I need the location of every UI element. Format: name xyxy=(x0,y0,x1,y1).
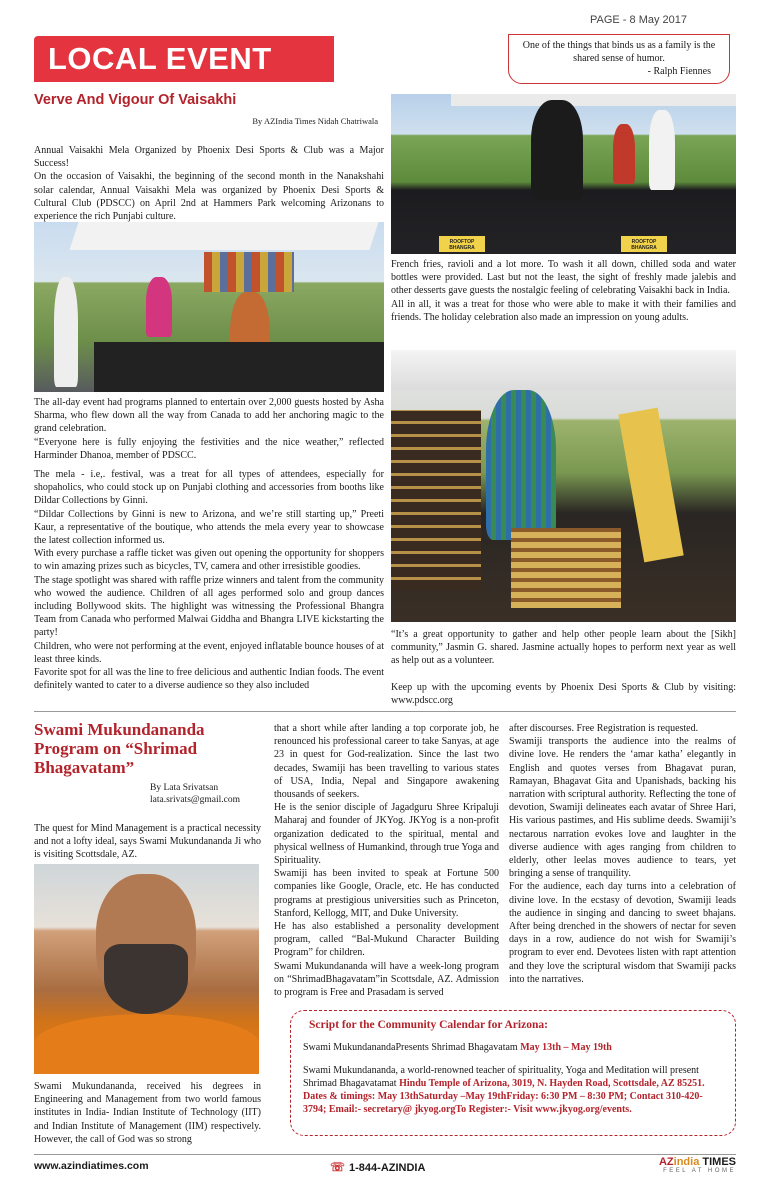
calendar-title: Script for the Community Calendar for Arizona: xyxy=(309,1019,548,1031)
paragraph: Swami Mukundananda, received his degrees in Engineering and Management from two world famous institutes in India- Indian Institute of Technology (IIT) and Indian Institute of Management (IIM) respectively. However, the call of God was so strong xyxy=(34,1081,261,1145)
photo-boutique-booth xyxy=(34,222,384,392)
person-figure xyxy=(531,100,583,200)
brand-india: india xyxy=(673,1156,700,1168)
paragraph: Swamiji has been invited to speak at Fortune 500 companies like Google, Oracle, etc. He has conducted programs at prestigious universities such as Princeton, Stanford, Kellogg, MIT, and Duke University. xyxy=(274,868,499,919)
calendar-details xyxy=(303,1064,723,1116)
paragraph: With every purchase a raffle ticket was given out opening the opportunity for shoppers to win amazing prizes such as bicycles, TV, camera and other irresistible goodies. xyxy=(34,548,384,573)
photo-bhangra-booth xyxy=(391,94,736,254)
article-column xyxy=(34,822,261,862)
paragraph: “Everyone here is fully enjoying the festivities and the nice weather,” reflected Harminder Dhanoa, member of PDSCC. xyxy=(34,436,384,461)
paragraph: Swamiji transports the audience into the realms of divine love. He renders the ‘amar katha’ elegantly in English and quotes verses from Bhagavat puran, Ramayan, Bhagavat Gita and Upanishads, backing his narration with scriptural authority. Reflecting the tone of devotion, Swamiji delineates each avatar of Shree Hari, His various pastimes, and His sublime deeds. Swamiji’s nectarous narration evokes love and laughter in the diverse audience with ages ranging from children to elderly, other leelas moves audience to tears, yet bringing a sense of tranquility. xyxy=(509,736,736,880)
portrait-robe xyxy=(34,1014,259,1074)
community-calendar-box xyxy=(290,1010,736,1136)
brand-az: AZ xyxy=(658,1156,674,1168)
paragraph: He is the senior disciple of Jagadguru Shree Kripaluji Maharaj and founder of JKYog. JKYog is a non-profit organization dedicated to the spiritual, mental and physical wellness of Humankind, through true Yoga and Spirituality. xyxy=(274,802,499,867)
paragraph: after discourses. Free Registration is requested. xyxy=(509,723,699,734)
brand-times: TIMES xyxy=(702,1156,736,1168)
dupatta-display xyxy=(618,408,683,563)
paragraph: that a short while after landing a top corporate job, he renounced his professional career to take Sanyas, at age 23 in quest for God-realization. Since the last two decades, Swamiji has been travelling to various states of USA, India, Nepal and Singapore awakening thousands of seekers. xyxy=(274,723,499,801)
paragraph: The all-day event had programs planned to entertain over 2,000 guests hosted by Asha Sharma, who flew down all the way from Canada to add her anchoring magic to the grand celebration. xyxy=(34,397,384,435)
article-column xyxy=(509,722,736,986)
page-label: PAGE - 8 May 2017 xyxy=(590,14,688,26)
byline-email: lata.srivats@gmail.com xyxy=(150,795,241,805)
phone-icon: ☏ xyxy=(330,1160,346,1174)
paragraph: Annual Vaisakhi Mela Organized by Phoenix Desi Sports & Club was a Major Success! xyxy=(34,145,384,170)
calendar-event-line xyxy=(303,1041,723,1054)
byline-name: By Lata Srivatsan xyxy=(150,783,219,793)
clothing-rack xyxy=(204,252,294,292)
section-banner: LOCAL EVENT xyxy=(34,36,334,82)
person-figure xyxy=(486,390,556,540)
article-column xyxy=(391,258,736,324)
person-figure xyxy=(54,277,78,387)
calendar-event-name: Swami MukundanandaPresents Shrimad Bhagavatam xyxy=(303,1042,521,1053)
paragraph: On the occasion of Vaisakhi, the beginning of the second month in the Nanakshahi solar calendar, Annual Vaisakhi Mela was organized by Phoenix Desi Sports & Cultural Club (PDSCC) on April 2nd at Hammers Park welcoming Arizonans to experience the rich Punjabi culture. xyxy=(34,171,384,223)
canopy-shape xyxy=(451,94,736,106)
section-divider xyxy=(34,711,736,712)
paragraph: Favorite spot for all was the line to free delicious and authentic Indian foods. The event definitely wanted to cater to a diverse audience so they also included xyxy=(34,667,384,692)
footer-phone xyxy=(330,1160,425,1174)
booth-sign: ROOFTOP BHANGRA xyxy=(621,236,667,252)
article-column xyxy=(34,1080,261,1146)
footer-divider xyxy=(34,1154,736,1155)
paragraph: Keep up with the upcoming events by Phoenix Desi Sports & Club by visiting: www.pdscc.org xyxy=(391,681,736,706)
article-byline xyxy=(150,782,265,806)
article-byline: By AZIndia Times Nidah Chatriwala xyxy=(252,116,378,126)
footer-website-link[interactable]: www.azindiatimes.com xyxy=(34,1160,149,1172)
page-footer xyxy=(34,1158,736,1178)
calendar-description: Swami Mukundananda, a world-renowned teacher of spirituality, Yoga and Meditation will present Shrimad Bhagavatamat xyxy=(303,1065,699,1089)
paragraph: For the audience, each day turns into a celebration of divine love. In the ecstasy of devotion, Swamiji leads the audience in singing and dancing to sweet bhajans. After being drenched in the showers of nectar for seven days in a row, audience do not wish for Swamiji’s program to ever end. Devotees listen with rapt attention and they love the scriptural wisdom that Swamiji packs into the narratives. xyxy=(509,881,736,985)
portrait-beard xyxy=(104,944,188,1014)
article-title: Verve And Vigour Of Vaisakhi xyxy=(34,92,237,108)
paragraph: The stage spotlight was shared with raffle prize winners and talent from the community who wowed the audience. Children of all ages performed solo and group dances including Bollywood skits. The highlight was witnessing the Professional Bhangra Team from Canada who performed Malwai Giddha and Bhangra LIVE kickstarting the party! xyxy=(34,574,384,639)
person-figure xyxy=(613,124,635,184)
paragraph: Swami Mukundananda will have a week-long program on “ShrimadBhagavatam”in Scottsdale, AZ. Admission to program is Free and Prasadam is served xyxy=(274,960,499,999)
article-column xyxy=(391,628,736,707)
canopy-shape xyxy=(69,222,378,250)
jewelry-stand xyxy=(391,410,481,590)
paragraph: French fries, ravioli and a lot more. To wash it all down, chilled soda and water bottles were provided. Last but not the least, the sight of freshly made jalebis and other desserts gave guests the nostalgic feeling of celebrating Vaisakhi back in India. xyxy=(391,259,736,297)
calendar-venue-contact: Hindu Temple of Arizona, 3019, N. Hayden Road, Scottsdale, AZ 85251. Dates & timings: May 13thSaturday –May 19thFriday: 6:30 PM – 8:30 PM; Contact 310-420-3794; Email:- secretary@ jkyog.orgTo Register:- Visit www.jkyog.org/events. xyxy=(303,1078,705,1115)
article-column xyxy=(274,722,499,999)
paragraph: “Dildar Collections by Ginni is new to Arizona, and we’re still starting up,” Preeti Kaur, a representative of the boutique, who attends the mela every year to showcase the latest collection informed us. xyxy=(34,508,384,547)
bangle-display xyxy=(511,528,621,608)
article-column xyxy=(34,396,384,692)
paragraph: He has also established a personality development program, called “Bal-Mukund Character Building Program” for children. xyxy=(274,921,499,959)
quote-text: One of the things that binds us as a family is the shared sense of humor. xyxy=(522,40,716,64)
paragraph: “It’s a great opportunity to gather and help other people learn about the [Sikh] community,” Jasmin G. shared. Jasmine actually hopes to perform next year as well as help out as a volunteer. xyxy=(391,629,736,667)
booth-sign: ROOFTOP BHANGRA xyxy=(439,236,485,252)
calendar-event-dates: May 13th – May 19th xyxy=(520,1042,612,1053)
brand-tagline: FEEL AT HOME xyxy=(663,1168,736,1174)
quote-box xyxy=(508,34,730,84)
footer-phone-number: 1-844-AZINDIA xyxy=(349,1162,426,1174)
quote-author: - Ralph Fiennes xyxy=(647,66,711,77)
footer-brand-logo xyxy=(659,1156,736,1174)
person-figure xyxy=(649,110,675,190)
paragraph: All in all, it was a treat for those who were able to make it with their families and friends. The holiday celebration also made an impression on young adults. xyxy=(391,298,736,323)
photo-jewelry-booth xyxy=(391,350,736,622)
display-table xyxy=(94,342,384,392)
paragraph: The mela - i.e,. festival, was a treat for all types of attendees, especially for shopaholics, who could stock up on Punjabi clothing and accessories from booths like Dildar Collections by Ginni. xyxy=(34,469,384,507)
article-column xyxy=(34,144,384,223)
paragraph: The quest for Mind Management is a practical necessity and not a lofty ideal, says Swami Mukundananda Ji who is visiting Scottsdale, AZ. xyxy=(34,823,261,861)
paragraph: Children, who were not performing at the event, enjoyed inflatable bounce houses of at least three kinds. xyxy=(34,640,384,665)
article-title: Swami Mukundananda Program on “Shrimad Bhagavatam” xyxy=(34,720,205,777)
canopy-shape xyxy=(391,350,736,390)
photo-swami-portrait xyxy=(34,864,259,1074)
person-figure xyxy=(146,277,172,337)
